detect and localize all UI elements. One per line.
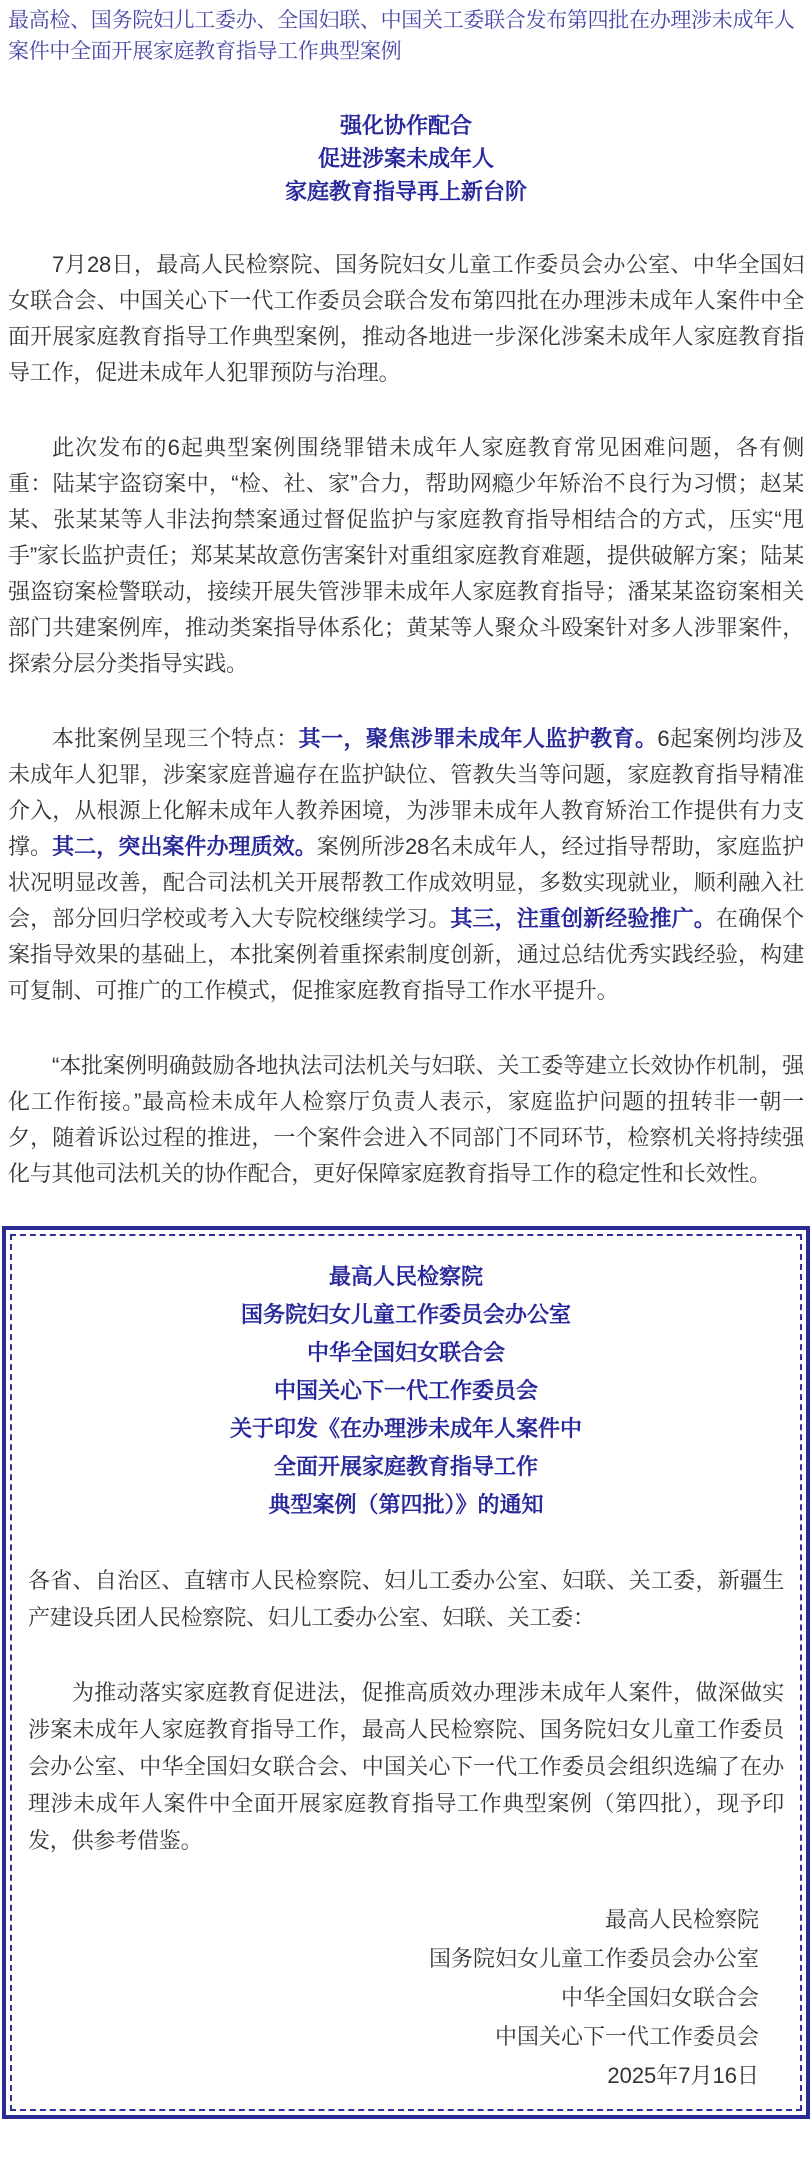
subtitle-line: 家庭教育指导再上新台阶 [284, 179, 527, 204]
body-text: 本批案例呈现三个特点： [52, 726, 299, 751]
body-text: “本批案例明确鼓励各地执法司法机关与妇联、关工委等建立长效协作机制，强化工作衔接。”最高检未成年人检察厅负责人表示，家庭监护问题的扭转非一朝一夕，随着诉讼过程的推进，一个案件会进入不同部门不同环节，检察机关将持续强化与其他司法机关的协作配合，更好保障家庭教育指导工作的稳定性和长效性。 [8, 1053, 804, 1186]
subtitle-line: 强化协作配合 [339, 113, 472, 138]
article-title: 最高检、国务院妇儿工委办、全国妇联、中国关工委联合发布第四批在办理涉未成年人案件中全面开展家庭教育指导工作典型案例 [8, 9, 795, 63]
article-paragraph [8, 721, 804, 1009]
body-text: 在确保个案指导效果的基础上，本批案例着重探索制度创新，通过总结优秀实践经验，构建可复制、可推广的工作模式，促推家庭教育指导工作水平提升。 [8, 906, 804, 1003]
notice-heading-line: 中国关心下一代工作委员会 [273, 1378, 538, 1403]
notice-signatures [28, 1900, 784, 2095]
emphasis-text: 其一，聚焦涉罪未成年人监护教育。 [298, 726, 658, 751]
signature-line: 最高人民检察院 [604, 1907, 759, 1932]
article-subtitle [8, 109, 804, 208]
notice-heading-line: 最高人民检察院 [328, 1264, 483, 1289]
notice-box [2, 1226, 810, 2119]
article-paragraph [8, 430, 804, 682]
notice-heading-line: 典型案例（第四批）》的通知 [268, 1492, 544, 1517]
notice-body-paragraph: 为推动落实家庭教育促进法，促推高质效办理涉未成年人案件，做深做实涉案未成年人家庭教育指导工作，最高人民检察院、国务院妇女儿童工作委员会办公室、中华全国妇女联合会、中国关心下一代工作委员会组织选编了在办理涉未成年人案件中全面开展家庭教育指导工作典型案例（第四批），现予印发，供参考借鉴。 [28, 1680, 784, 1853]
notice-heading-line: 国务院妇女儿童工作委员会办公室 [240, 1302, 571, 1327]
body-text: 7月28日，最高人民检察院、国务院妇女儿童工作委员会办公室、中华全国妇女联合会、中国关心下一代工作委员会联合发布第四批在办理涉未成年人案件中全面开展家庭教育指导工作典型案例，推动各地进一步深化涉案未成年人家庭教育指导工作，促进未成年人犯罪预防与治理。 [8, 252, 804, 385]
notice-heading-line: 关于印发《在办理涉未成年人案件中 [229, 1416, 582, 1441]
signature-line: 国务院妇女儿童工作委员会办公室 [428, 1946, 759, 1971]
article-paragraph [8, 1048, 804, 1192]
notice-heading-line: 中华全国妇女联合会 [306, 1340, 505, 1365]
body-text: 6起案例均涉及未成年人犯罪，涉案家庭普遍存在监护缺位、管教失当等问题，家庭教育指导精准介入，从根源上化解未成年人教养困境，为涉罪未成年人教育矫治工作提供有力支撑。 [8, 726, 804, 859]
notice-heading-line: 全面开展家庭教育指导工作 [273, 1454, 538, 1479]
notice-salutation: 各省、自治区、直辖市人民检察院、妇儿工委办公室、妇联、关工委，新疆生产建设兵团人民检察院、妇儿工委办公室、妇联、关工委： [28, 1568, 784, 1630]
body-text: 案例所涉28名未成年人，经过指导帮助，家庭监护状况明显改善，配合司法机关开展帮教工作成效明显，多数实现就业，顺利融入社会，部分回归学校或考入大专院校继续学习。 [8, 834, 804, 931]
signature-line: 中华全国妇女联合会 [560, 1985, 759, 2010]
body-text: 此次发布的6起典型案例围绕罪错未成年人家庭教育常见困难问题，各有侧重：陆某宇盗窃案中，“检、社、家”合力，帮助网瘾少年矫治不良行为习惯；赵某某、张某某等人非法拘禁案通过督促监护与家庭教育指导相结合的方式，压实“甩手”家长监护责任；郑某某故意伤害案针对重组家庭教育难题，提供破解方案；陆某强盗窃案检警联动，接续开展失管涉罪未成年人家庭教育指导；潘某某盗窃案相关部门共建案例库，推动类案指导体系化；黄某等人聚众斗殴案针对多人涉罪案件，探索分层分类指导实践。 [8, 435, 804, 676]
subtitle-line: 促进涉案未成年人 [317, 146, 494, 171]
signature-line: 中国关心下一代工作委员会 [494, 2024, 759, 2049]
article-body [8, 247, 804, 1192]
article-paragraph [8, 247, 804, 391]
notice-date: 2025年7月16日 [607, 2063, 759, 2088]
notice-box-inner [10, 1234, 802, 2111]
emphasis-text: 其二，突出案件办理质效。 [52, 834, 317, 859]
emphasis-text: 其三，注重创新经验推广。 [450, 906, 716, 931]
